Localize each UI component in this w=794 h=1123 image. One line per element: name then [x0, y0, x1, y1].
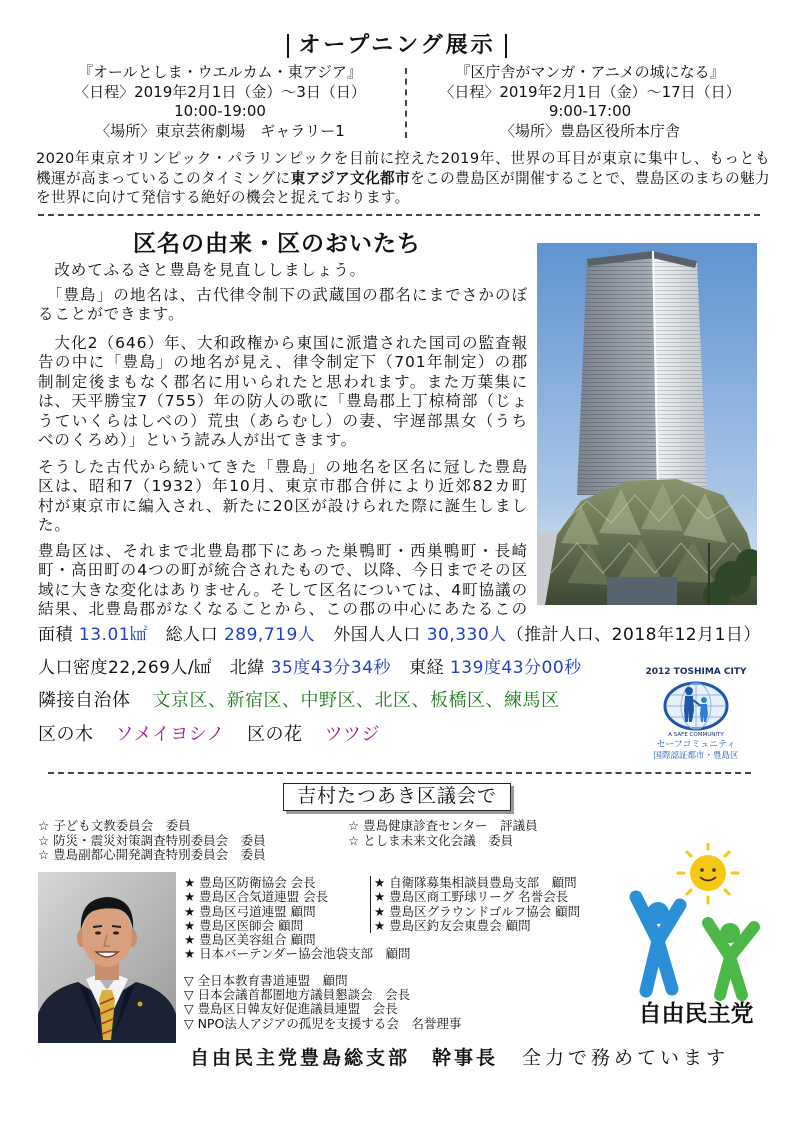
blue-figure-icon	[636, 897, 680, 991]
other-role-item: ▽ NPO法人アジアの孤児を支援する会 名誉理事	[184, 1015, 462, 1031]
density-value: 22,269人/㎢	[108, 658, 212, 678]
association-list-right	[370, 876, 580, 933]
safe-logo-ja-text: セーフコミュニティ	[656, 740, 736, 750]
history-paragraph: そうした古代から続いてきた「豊島」の地名を区名に冠した豊島区は、昭和7（1932）年10月、東京市郡合併により近郊82カ町村が東京市に編入され、新たに20区が設けられた際に誕生しました。	[38, 457, 528, 534]
page-title: オープニング展示	[287, 34, 506, 58]
committee-item: ☆ 豊島健康診査センター 評議員	[348, 818, 538, 833]
globe-icon	[665, 683, 727, 729]
footer-position: 幹事長	[432, 1047, 499, 1069]
intro-text-after: をこの豊島区が開催することで、豊島区のまちの魅力を世界に向けて発信する絶好の機会と捉えております。	[36, 169, 770, 206]
footer-motto: 全力で務めています	[522, 1047, 730, 1069]
association-item: ★ 自衛隊募集相談員豊島支部 顧問	[374, 875, 577, 890]
sun-icon	[678, 843, 738, 903]
intro-paragraph	[36, 149, 770, 208]
association-item: ★ 豊島区合気道連盟 会長	[184, 889, 329, 905]
population-note: （推計人口、2018年12月1日）	[506, 625, 761, 645]
committee-item: ☆ としま未来文化会議 委員	[348, 832, 514, 848]
neighbors-value: 文京区、新宿区、中野区、北区、板橋区、練馬区	[152, 690, 560, 711]
event-venue: 〈場所〉東京芸術劇場 ギャラリー1	[95, 121, 345, 140]
safe-logo-sub-text: 国際認証都市・豊島区	[653, 751, 739, 760]
committee-item: ☆ 防災・震災対策調査特別委員会 委員	[38, 832, 266, 848]
council-heading: 吉村たつあき区議会で	[283, 783, 511, 811]
association-item: ★ 豊島区医師会 顧問	[184, 917, 304, 933]
event-title: 『オールとしま・ウエルカム・東アジア』	[77, 63, 363, 81]
tower	[577, 251, 707, 495]
event-time: 10:00-19:00	[174, 102, 266, 120]
event-date: 〈日程〉2019年2月1日（金）～17日（日）	[439, 82, 741, 101]
history-paragraph: 豊島区は、それまで北豊島郡下にあった巣鴨町・西巣鴨町・長崎町・高田町の4つの町が統合されたもので、以降、今日までその区域に大きな変化はありません。そして区名については、4町協議の結果、北豊島郡がなくなることから、この郡の中心にあたるこの	[38, 541, 528, 618]
event-right	[410, 63, 770, 141]
history-heading: 区名の由来・区のおいたち	[133, 231, 421, 257]
intro-highlight: 東アジア文化都市	[290, 169, 411, 187]
stats-row-neighbors	[38, 690, 560, 712]
committee-item: ☆ 子ども文教委員会 委員	[38, 818, 191, 833]
ward-office-tower-photo	[537, 243, 757, 605]
other-role-item: ▽ 日本会議首都圏地方議員懇談会 会長	[184, 987, 411, 1003]
councilor-portrait	[38, 872, 176, 1043]
association-item: ★ 豊島区グラウンドゴルフ協会 顧問	[374, 903, 581, 919]
event-date: 〈日程〉2019年2月1日（金）～3日（日）	[74, 82, 366, 101]
committee-list-left	[38, 819, 266, 863]
ward-flower-label: 区の花	[247, 724, 303, 745]
green-figure-icon	[708, 923, 754, 995]
association-item: ★ 豊島区弓道連盟 顧問	[184, 903, 316, 919]
neighbors-label: 隣接自治体	[38, 690, 131, 711]
latitude-value: 35度43分34秒	[270, 658, 392, 678]
committee-item: ☆ 豊島副都心開発調査特別委員会 委員	[38, 847, 266, 862]
association-item: ★ 日本バーテンダー協会池袋支部 顧問	[184, 946, 411, 962]
event-left	[40, 63, 400, 141]
section-divider	[48, 772, 751, 774]
history-paragraph: 「豊島」の地名は、古代律令制下の武蔵国の郡名にまでさかのぼることができます。	[38, 285, 528, 323]
footer-signature	[190, 1046, 729, 1070]
foreign-population-value: 30,330人	[426, 625, 507, 645]
area-label: 面積	[38, 625, 73, 645]
other-roles-list	[184, 974, 461, 1031]
association-item: ★ 豊島区防衛協会 会長	[184, 875, 316, 890]
footer-org: 自由民主党豊島総支部	[190, 1047, 411, 1069]
ward-flower-value: ツツジ	[324, 724, 381, 745]
history-body	[38, 261, 528, 619]
longitude-value: 139度43分00秒	[449, 658, 582, 678]
stats-row-density-location	[38, 657, 582, 679]
association-item: ★ 豊島区釣友会東豊会 顧問	[374, 917, 531, 933]
other-role-item: ▽ 豊島区日韓友好促進議員連盟 会長	[184, 1001, 398, 1017]
intro-text-before: 2020年東京オリンピック・パラリンピックを目前に控えた2019年、世界の耳目が東京に集中し、もっとも機運が高まっているこのタイミングに	[36, 150, 770, 187]
section-divider	[38, 214, 760, 216]
safe-logo-en-text: A SAFE COMMUNITY	[668, 732, 724, 738]
safe-logo-top-text: 2012 TOSHIMA CITY	[645, 667, 747, 677]
history-paragraph: 改めてふるさと豊島を見直ししましょう。	[38, 261, 367, 279]
event-time: 9:00-17:00	[548, 102, 632, 120]
title-wrap	[0, 34, 794, 58]
event-venue: 〈場所〉豊島区役所本庁舎	[499, 121, 680, 140]
association-item: ★ 豊島区商工野球リーグ 名誉会長	[374, 889, 569, 905]
ward-tree-value: ソメイヨシノ	[115, 724, 226, 745]
longitude-label: 東経	[409, 658, 445, 678]
history-paragraph: 大化2（646）年、大和政権から東国に派遣された国司の監査報告の中に「豊島」の地名が見え、律令制定下（701年制定）の郡制制定後まもなく郡名に用いられたと思われます。また万葉集には、天平勝宝7（755）年の防人の歌に「豊島郡上丁椋椅部（じょうていくらはしべの）荒虫（あらむし）の妻、宇遅部黒女（うちべのくろめ）」という読み人が出てきます。	[38, 333, 528, 449]
population-label: 総人口	[165, 625, 219, 645]
foreign-population-label: 外国人人口	[333, 625, 421, 645]
other-role-item: ▽ 全日本教育書道連盟 顧問	[184, 973, 348, 988]
party-name: 自由民主党	[638, 1001, 754, 1027]
density-label: 人口密度	[38, 658, 108, 678]
event-divider	[405, 68, 407, 138]
stats-row-symbols	[38, 724, 380, 746]
committee-list-right	[348, 819, 538, 848]
association-item: ★ 豊島区美容組合 顧問	[184, 932, 316, 948]
latitude-label: 北緯	[229, 658, 265, 678]
safe-community-logo	[633, 664, 759, 760]
area-value: 13.01㎢	[78, 625, 148, 645]
ward-tree-label: 区の木	[38, 724, 94, 745]
stats-row-area-population	[38, 624, 761, 646]
event-title: 『区庁舎がマンガ・アニメの城になる』	[455, 63, 725, 81]
party-mascot-logo	[628, 843, 763, 1001]
population-value: 289,719人	[223, 625, 316, 645]
